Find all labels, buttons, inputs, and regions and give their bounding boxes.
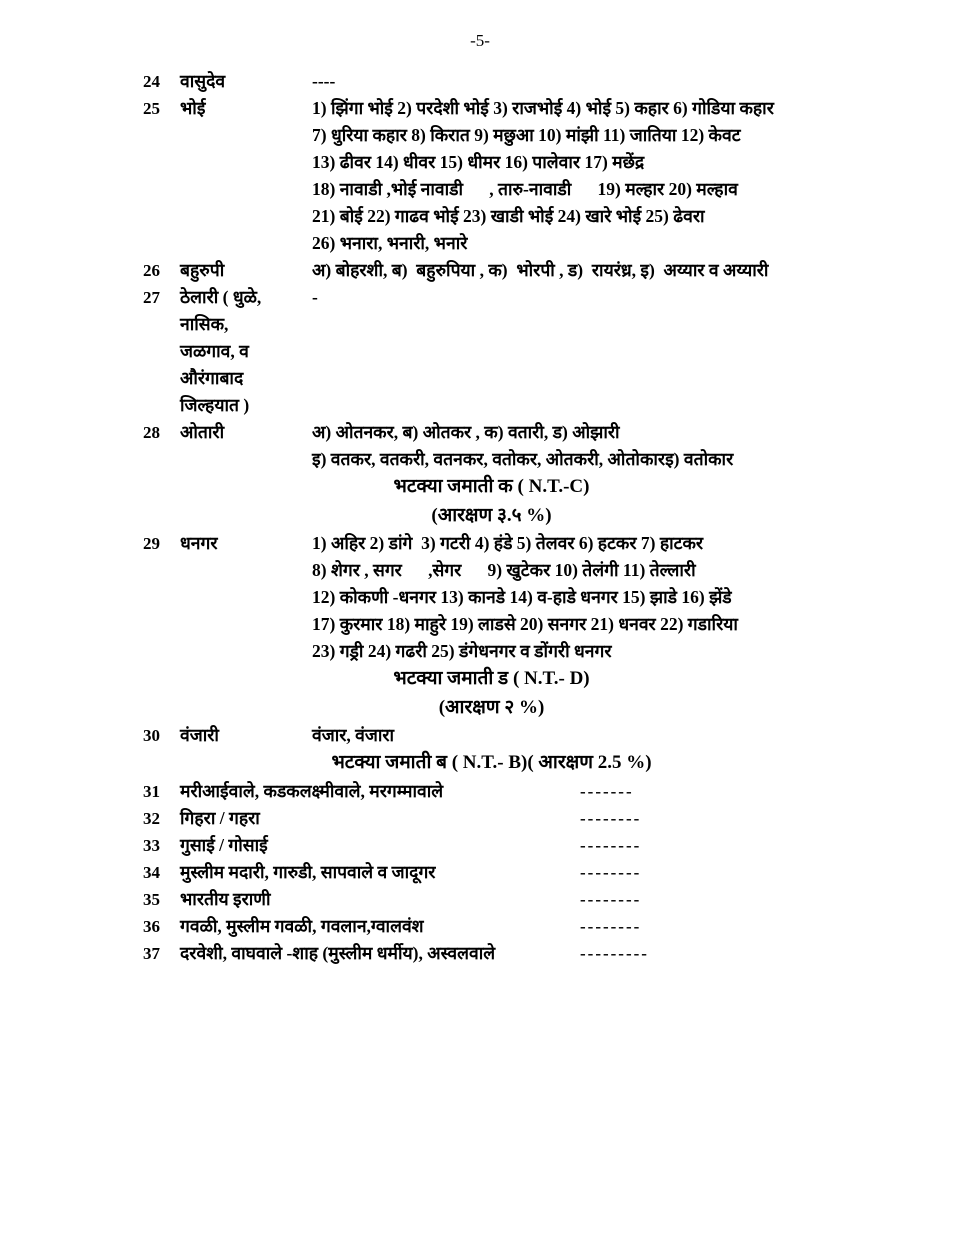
caste-name [180,257,312,284]
table-row [143,530,840,665]
caste-synonyms [312,257,840,284]
table-row [143,257,840,284]
dashes-cell: -------- [580,835,642,855]
table-row [143,886,840,913]
row-number: 29 [143,534,160,553]
row-number: 36 [143,916,160,936]
caste-synonyms [312,722,840,749]
row-number: 34 [143,862,160,882]
caste-name: भारतीय इराणी [180,888,271,909]
caste-synonyms [312,419,840,473]
dashes-cell: --------- [580,943,649,963]
row-number: 35 [143,889,160,909]
row-number: 25 [143,99,160,118]
synonym-line: 1) झिंगा भोई 2) परदेशी भोई 3) राजभोई 4) भोई 5) कहार 6) गोडिया कहार [312,98,774,118]
caste-name-line: औरंगाबाद [180,368,244,388]
section-heading: (आरक्षण २ %) [438,696,545,718]
synonym-line: ---- [312,71,336,91]
table-row [143,68,840,95]
page-number: -5- [470,31,490,50]
table-row [143,859,840,886]
table-row [143,95,840,257]
caste-name-line: वासुदेव [180,71,226,91]
table-row [143,778,840,805]
row-number: 27 [143,288,160,307]
synonym-line: 26) भनारा, भनारी, भनारे [312,233,468,253]
caste-synonyms [312,530,840,665]
caste-name [180,284,312,419]
caste-name-line: भोई [180,98,206,118]
caste-synonyms [312,68,840,95]
caste-name [180,722,312,749]
row-number: 28 [143,423,160,442]
row-number: 37 [143,943,160,963]
caste-name-line: धनगर [180,533,218,553]
caste-name: मरीआईवाले, कडकलक्ष्मीवाले, मरगम्मावाले [180,780,444,801]
synonym-line: 7) धुरिया कहार 8) किरात 9) मछुआ 10) मांझी 11) जातिया 12) केवट [312,125,741,145]
caste-name: गुसाई / गोसाई [180,834,268,855]
dashes-cell: ------- [580,781,634,801]
caste-name: मुस्लीम मदारी, गारुडी, सापवाले व जादूगर [180,861,436,882]
caste-synonyms [312,284,840,311]
row-number: 32 [143,808,160,828]
caste-name [180,419,312,446]
row-number: 30 [143,726,160,745]
synonym-line: इ) वतकर, वतकरी, वतनकर, वतोकर, ओतकरी, ओतोकारइ) वतोकार [312,449,734,469]
synonym-line: 13) ढीवर 14) धीवर 15) धीमर 16) पालेवार 17) मछेंद्र [312,152,645,172]
caste-name-line: ठेलारी ( धुळे, [180,287,262,307]
caste-name-line: वंजारी [180,725,219,745]
table-row [143,722,840,749]
caste-name-line: नासिक, [180,314,229,334]
synonym-line: 18) नावाडी ,भोई नावाडी , तारु-नावाडी 19) मल्हार 20) मल्हाव [312,179,738,199]
row-number: 24 [143,72,160,91]
caste-name [180,95,312,122]
caste-name-line: जिल्हयात ) [180,395,250,415]
table-row [143,940,840,967]
table-row [143,913,840,940]
caste-synonyms [312,95,840,257]
table-row [143,805,840,832]
dashes-cell: -------- [580,808,642,828]
caste-name [180,530,312,557]
synonym-line: अ) ओतनकर, ब) ओतकर , क) वतारी, ड) ओझारी [312,422,620,442]
synonym-line: 17) कुरमार 18) माहुरे 19) लाडसे 20) सनगर 21) धनवर 22) गडारिया [312,614,738,634]
dashes-cell: -------- [580,889,642,909]
caste-name: दरवेशी, वाघवाले -शाह (मुस्लीम धर्मीय), अस्वलवाले [180,942,496,963]
synonym-line: वंजार, वंजारा [312,725,395,745]
synonym-line: - [312,287,318,307]
synonym-line: 12) कोकणी -धनगर 13) कानडे 14) व-हाडे धनगर 15) झाडे 16) झेंडे [312,587,732,607]
section-heading: भटक्या जमाती ब ( N.T.- B)( आरक्षण 2.5 %) [331,752,652,773]
table-row [143,419,840,473]
dashes-cell: -------- [580,916,642,936]
caste-name-line: ओतारी [180,422,225,442]
synonym-line: 23) गड्री 24) गढरी 25) डंगेधनगर व डोंगरी धनगर [312,641,612,661]
table-row [143,832,840,859]
synonym-line: 21) बोई 22) गाढव भोई 23) खाडी भोई 24) खारे भोई 25) ढेवरा [312,206,705,226]
row-number: 26 [143,261,160,280]
caste-name: गवळी, मुस्लीम गवळी, गवलान,ग्वालवंश [180,915,424,936]
caste-name [180,68,312,95]
section-heading: भटक्या जमाती ड ( N.T.- D) [393,668,590,689]
row-number: 33 [143,835,160,855]
section-heading: भटक्या जमाती क ( N.T.-C) [393,476,590,497]
caste-name-line: बहुरुपी [180,260,225,280]
caste-name: गिहरा / गहरा [180,807,260,828]
synonym-line: 8) शेगर , सगर ,सेगर 9) खुटेकर 10) तेलंगी 11) तेल्लारी [312,560,696,580]
synonym-line: 1) अहिर 2) डांगे 3) गटरी 4) हंडे 5) तेलवर 6) हटकर 7) हाटकर [312,533,704,553]
section-heading: (आरक्षण ३.५ %) [431,504,552,526]
synonym-line: अ) बोहरशी, ब) बहुरुपिया , क) भोरपी , ड) रायरंध्र, इ) अय्यार व अय्यारी [312,260,769,280]
table-row [143,284,840,419]
row-number: 31 [143,781,160,801]
dashes-cell: -------- [580,862,642,882]
caste-name-line: जळगाव, व [180,341,249,361]
caste-table [143,68,840,967]
